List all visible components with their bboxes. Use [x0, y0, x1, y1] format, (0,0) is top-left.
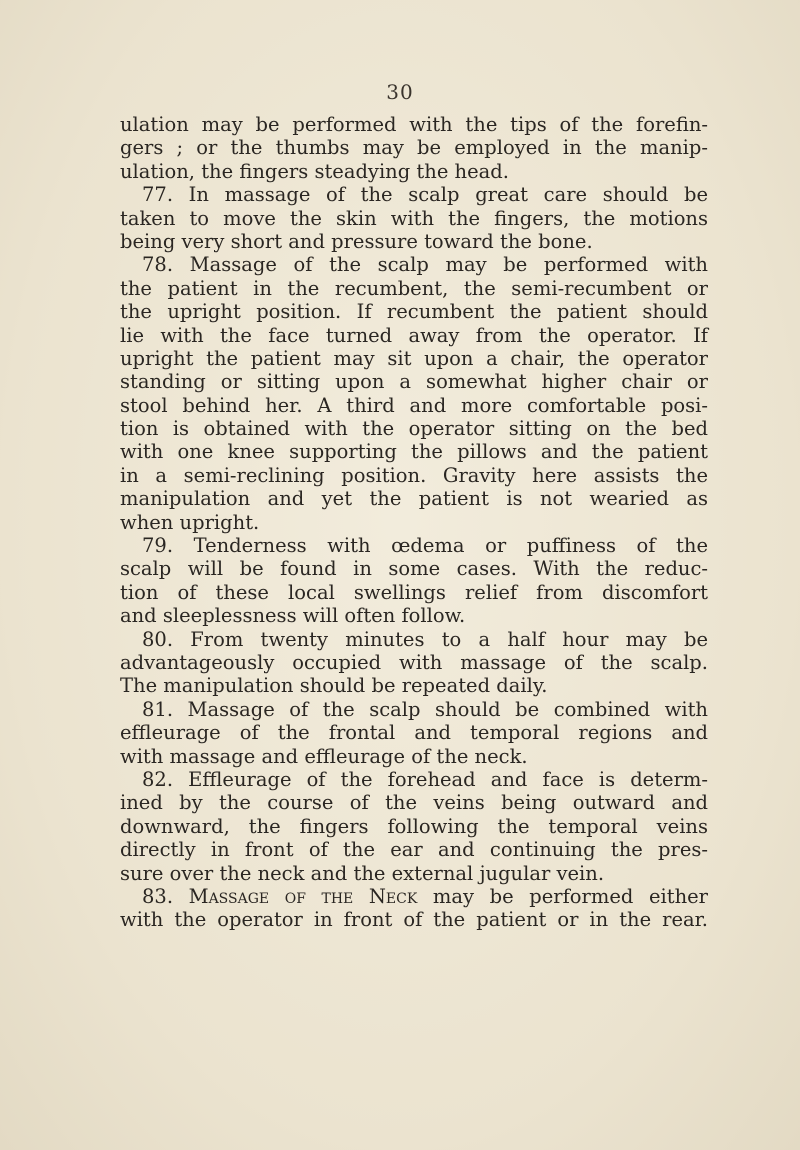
text-line: being very short and pressure toward the bone.	[120, 229, 593, 253]
text-line: scalp will be found in some cases. With the reduc-	[120, 557, 708, 581]
text-line: advantageously occupied with massage of the scalp.	[120, 650, 708, 674]
text-line: directly in front of the ear and continuing the pres-	[120, 838, 708, 862]
text-line: in a semi-reclining position. Gravity here assists the	[120, 463, 708, 487]
text-line: with the operator in front of the patient or in the rear.	[120, 908, 708, 932]
text-line: when upright.	[120, 510, 260, 534]
paragraph-78-start: 78. Massage of the scalp may be performed with	[142, 253, 708, 277]
paragraph-83-start	[120, 885, 708, 908]
text-line: ined by the course of the veins being outward and	[120, 791, 708, 815]
text-line: tion of these local swellings relief from discomfort	[120, 580, 708, 604]
text-line: effleurage of the frontal and temporal regions and	[120, 721, 708, 745]
paragraph-81-start: 81. Massage of the scalp should be combined with	[142, 697, 708, 721]
text-line: the patient in the recumbent, the semi-recumbent or	[120, 276, 708, 300]
text-line: The manipulation should be repeated daily.	[120, 674, 548, 698]
text-line: manipulation and yet the patient is not wearied as	[120, 487, 708, 511]
text-line: tion is obtained with the operator sitting on the bed	[120, 417, 708, 441]
text-line: and sleeplessness will often follow.	[120, 604, 466, 628]
text-line: lie with the face turned away from the operator. If	[120, 323, 708, 347]
text-line: standing or sitting upon a somewhat higher chair or	[120, 370, 708, 394]
text-line: the upright position. If recumbent the patient should	[120, 300, 708, 324]
text-line: with one knee supporting the pillows and the patient	[120, 440, 708, 464]
text-line: upright the patient may sit upon a chair, the operator	[120, 346, 708, 370]
text-line: stool behind her. A third and more comfortable posi-	[120, 393, 708, 417]
text-line: downward, the fingers following the temporal veins	[120, 814, 708, 838]
text-run: may be performed either	[432, 884, 708, 908]
text-line: with massage and effleurage of the neck.	[120, 744, 528, 768]
text-line: taken to move the skin with the fingers, the motions	[120, 206, 708, 230]
text-line: ulation may be performed with the tips of the forefin-	[120, 113, 708, 136]
text-line: ulation, the fingers steadying the head.	[120, 159, 509, 183]
section-heading: Massage of the Neck	[188, 884, 418, 908]
paragraph-79-start: 79. Tenderness with œdema or puffiness of the	[142, 534, 708, 558]
text-line: sure over the neck and the external jugular vein.	[120, 861, 605, 885]
paragraph-77-start: 77. In massage of the scalp great care should be	[142, 183, 708, 207]
paragraph-80-start: 80. From twenty minutes to a half hour may be	[142, 627, 708, 651]
body-text	[120, 113, 708, 932]
paragraph-82-start: 82. Effleurage of the forehead and face is determ-	[142, 767, 708, 791]
page-number: 30	[386, 80, 414, 104]
text-line: gers ; or the thumbs may be employed in the manip-	[120, 136, 708, 160]
paragraph-number: 83.	[142, 884, 174, 908]
